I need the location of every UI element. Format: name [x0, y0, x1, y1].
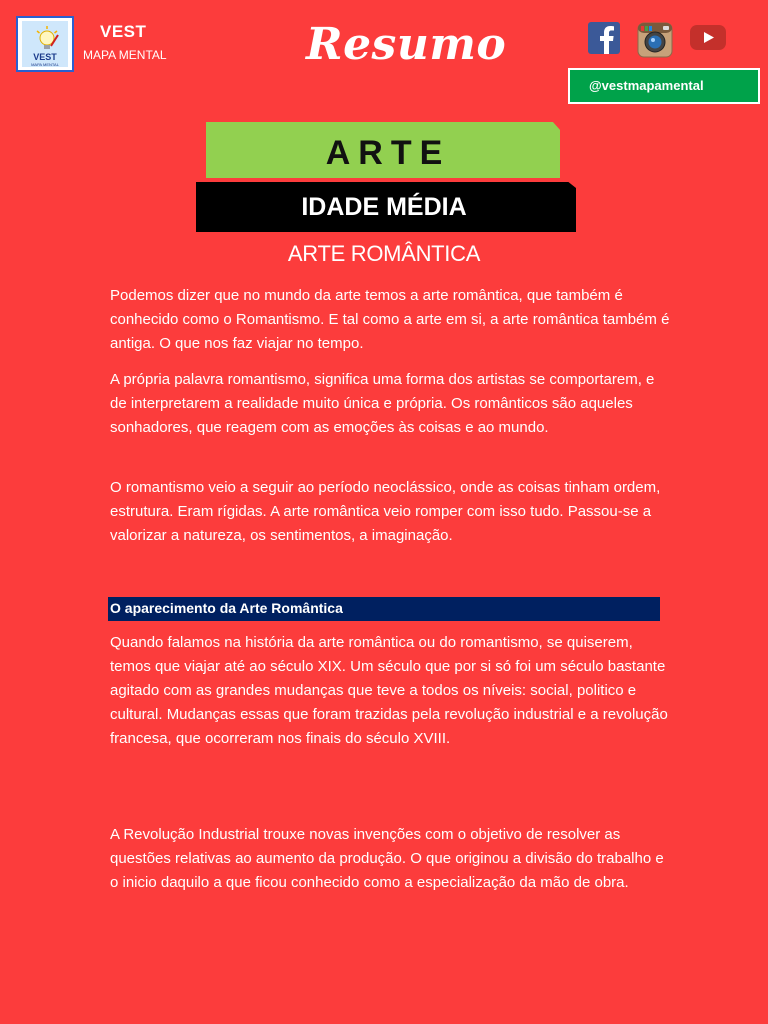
brand-logo[interactable]: [16, 16, 74, 72]
paragraph-definition: A própria palavra romantismo, significa uma forma dos artistas se comportarem, e de interpretarem a realidade muito única e própria. Os românticos são aqueles sonhadores, que reagem com as emoções às coisas e ao mundo.: [110, 371, 655, 436]
paragraph-context: O romantismo veio a seguir ao período neoclássico, onde as coisas tinham ordem, estrutura. Eram rígidas. A arte romântica veio romper com isso tudo. Passou-se a valorizar a natureza, os sentimentos, a imaginação.: [110, 479, 661, 544]
subject-title: ARTE: [325, 134, 451, 172]
resumo-title: Resumo: [306, 19, 507, 70]
lightbulb-icon: [34, 25, 60, 53]
brand-title: VEST: [100, 22, 147, 41]
logo-subtext: MAPA MENTAL: [31, 62, 59, 67]
period-title: IDADE MÉDIA: [301, 193, 467, 221]
logo-text: VEST: [33, 52, 57, 62]
logo-background: [22, 21, 68, 67]
facebook-icon[interactable]: [588, 22, 620, 54]
paragraph-history: Quando falamos na história da arte romântica ou do romantismo, se quiserem, temos que viajar até ao século XIX. Um século que por si só foi um século bastante agitado com as grandes mudanças que teve a todos os níveis: social, politico e cultural. Mudanças essas que foram trazidas pela revolução industrial e a revolução francesa, que ocorreram nos finais do século XVIII.: [110, 634, 668, 747]
paragraph-intro: Podemos dizer que no mundo da arte temos a arte romântica, que também é conhecido como o Romantismo. E tal como a arte em si, a arte romântica também é antiga. O que nos faz viajar no tempo.: [110, 287, 670, 352]
youtube-icon[interactable]: [689, 22, 727, 52]
topic-heading: ARTE ROMÂNTICA: [287, 241, 481, 266]
instagram-icon[interactable]: [637, 22, 673, 58]
section-title: O aparecimento da Arte Romântica: [110, 600, 343, 616]
section-header: [108, 597, 660, 621]
brand-subtitle: MAPA MENTAL: [83, 48, 167, 62]
social-handle-badge[interactable]: [568, 68, 760, 104]
social-handle-text: @vestmapamental: [589, 78, 704, 93]
paragraph-industrial-revolution: A Revolução Industrial trouxe novas invenções com o objetivo de resolver as questões relativas ao aumento da produção. O que originou a divisão do trabalho e o inicio daquilo a que ficou conhecido como a especialização da mão de obra.: [110, 826, 664, 891]
